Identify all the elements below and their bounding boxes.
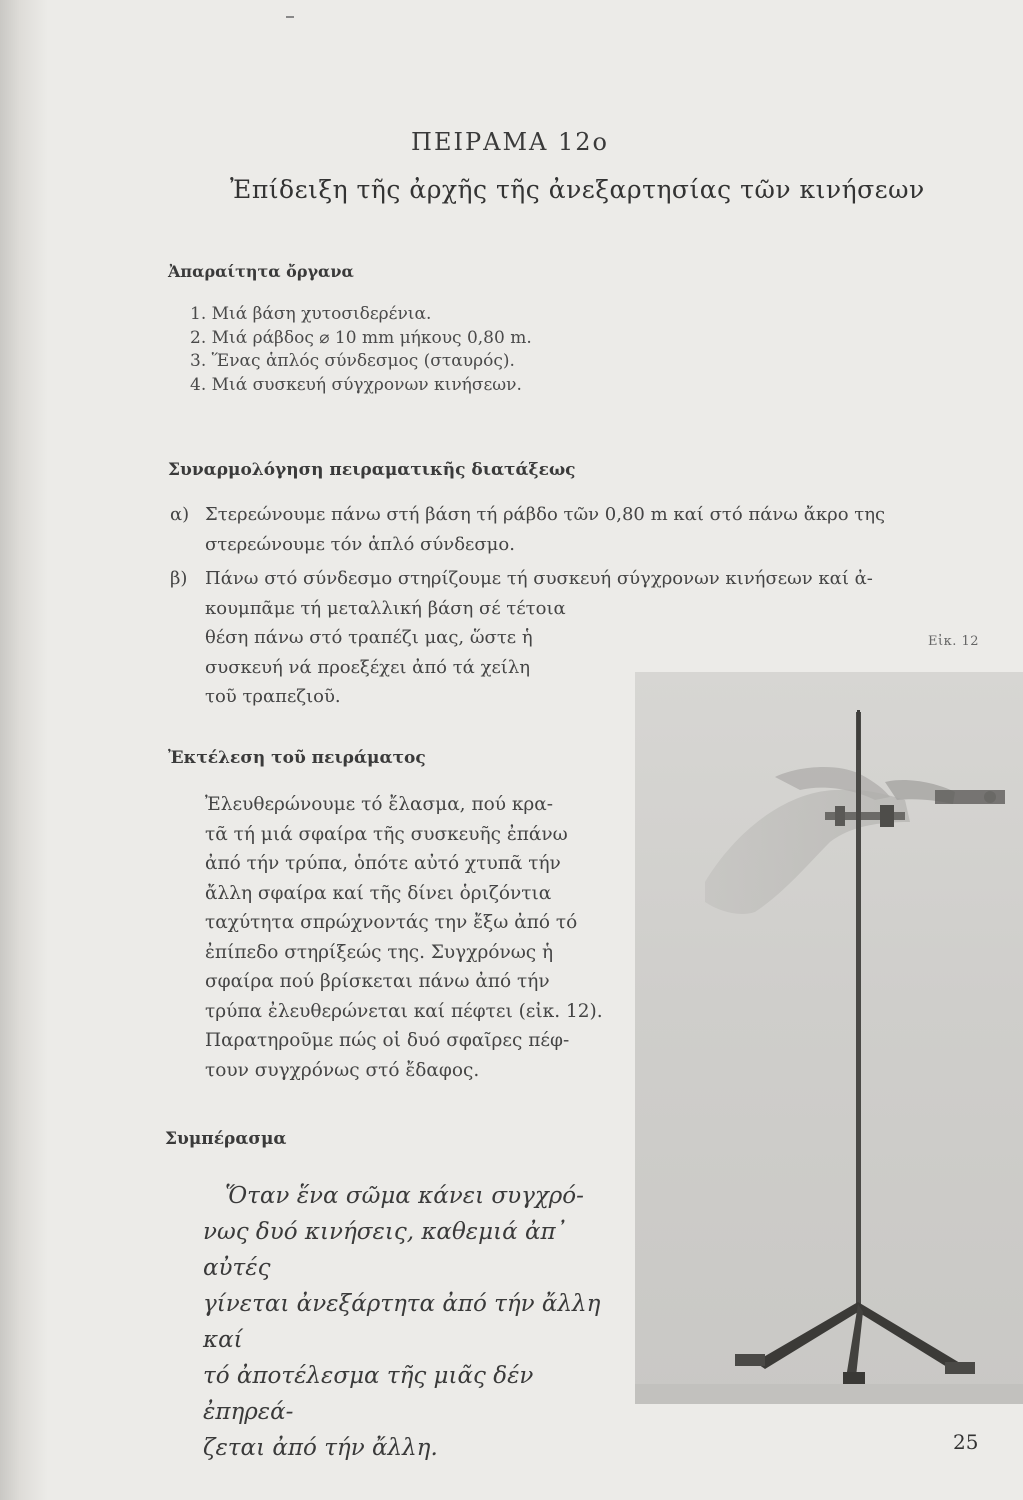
text-line: τό ἀποτέλεσμα τῆς μιᾶς δέν ἐπηρεά- xyxy=(203,1363,534,1425)
experiment-photo xyxy=(635,672,1023,1404)
text-line: Στερεώνουμε πάνω στή βάση τή ράβδο τῶν 0,80 m καί στό πάνω ἄκρο της xyxy=(205,504,886,525)
list-item: 2. Μιά ράβδος ⌀ 10 mm μήκους 0,80 m. xyxy=(190,327,532,348)
text-line: σφαίρα πού βρίσκεται πάνω ἀπό τήν xyxy=(205,971,550,992)
execution-text xyxy=(205,790,615,1085)
list-item: 1. Μιά βάση χυτοσιδερένια. xyxy=(190,304,432,324)
experiment-subtitle: Ἐπίδειξη τῆς ἀρχῆς τῆς ἀνεξαρτησίας τῶν κινήσεων xyxy=(230,175,925,204)
step-b-marker: β) xyxy=(170,568,188,589)
step-a-text xyxy=(205,500,885,559)
text-line: νως δυό κινήσεις, καθεμιά ἀπ᾽ αὐτές xyxy=(203,1219,568,1281)
equipment-list xyxy=(190,303,532,397)
list-item: 4. Μιά συσκευή σύγχρονων κινήσεων. xyxy=(190,374,522,395)
conclusion-text xyxy=(203,1178,613,1466)
figure-label: Εἰκ. 12 xyxy=(928,634,980,649)
text-line: ταχύτητα σπρώχνοντάς την ἔξω ἀπό τό xyxy=(205,912,578,933)
text-line: Ἐλευθερώνουμε τό ἔλασμα, πού κρα- xyxy=(205,794,554,815)
execution-heading: Ἐκτέλεση τοῦ πειράματος xyxy=(168,748,426,768)
experiment-title: ΠΕΙΡΑΜΑ 12ο xyxy=(411,128,609,156)
text-line: κουμπᾶμε τή μεταλλική βάση σέ τέτοια xyxy=(205,597,566,619)
text-line: ἐπίπεδο στηρίξεώς της. Συγχρόνως ἡ xyxy=(205,941,554,963)
text-line: συσκευή νά προεξέχει ἀπό τά χείλη xyxy=(205,656,531,678)
text-line: τρύπα ἐλευθερώνεται καί πέφτει (εἰκ. 12). xyxy=(205,1000,603,1022)
photo-illustration xyxy=(635,672,1023,1404)
text-line: τουν συγχρόνως στό ἔδαφος. xyxy=(205,1059,480,1081)
text-line: ἀπό τήν τρύπα, ὁπότε αὐτό χτυπᾶ τήν xyxy=(205,853,561,874)
step-a-marker: α) xyxy=(170,504,190,525)
list-item: 3. Ἕνας ἁπλός σύνδεσμος (σταυρός). xyxy=(190,351,515,371)
text-line: ζεται ἀπό τήν ἄλλη. xyxy=(203,1435,438,1461)
text-line: θέση πάνω στό τραπέζι μας, ὥστε ἡ xyxy=(205,627,533,648)
equipment-heading: Ἀπαραίτητα ὄργανα xyxy=(168,262,354,281)
text-line: στερεώνουμε τόν ἁπλό σύνδεσμο. xyxy=(205,533,515,555)
text-line: γίνεται ἀνεξάρτητα ἀπό τήν ἄλλη καί xyxy=(203,1291,601,1353)
page-number: 25 xyxy=(953,1430,979,1454)
text-line: ἄλλη σφαίρα καί τῆς δίνει ὁριζόντια xyxy=(205,882,552,904)
top-print-mark xyxy=(286,16,294,18)
page-binding-shadow xyxy=(0,0,48,1500)
text-line: τοῦ τραπεζιοῦ. xyxy=(205,686,341,707)
text-line: Πάνω στό σύνδεσμο στηρίζουμε τή συσκευή σύγχρονων κινήσεων καί ἀ- xyxy=(205,568,873,589)
assembly-heading: Συναρμολόγηση πειραματικῆς διατάξεως xyxy=(168,460,576,480)
conclusion-heading: Συμπέρασμα xyxy=(165,1129,287,1149)
text-line: τᾶ τή μιά σφαίρα τῆς συσκευῆς ἐπάνω xyxy=(205,823,568,845)
text-line: Παρατηροῦμε πώς οἱ δυό σφαῖρες πέφ- xyxy=(205,1030,570,1051)
text-line: Ὅταν ἕνα σῶμα κάνει συγχρό- xyxy=(225,1183,584,1209)
